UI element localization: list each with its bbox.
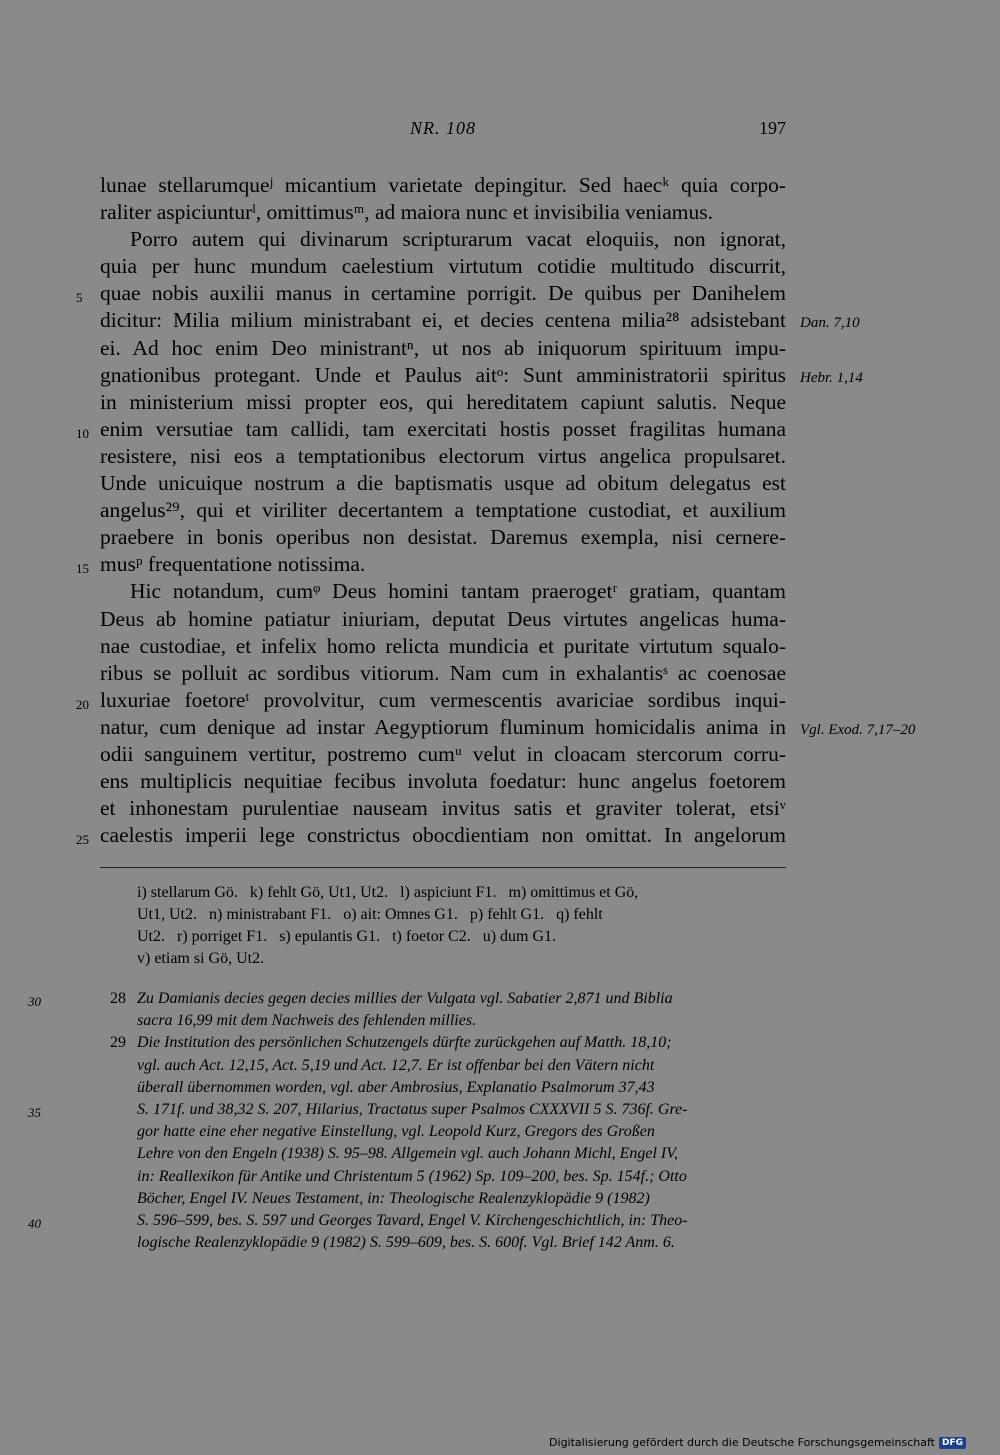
note-text: überall übernommen worden, vgl. aber Ambrosius, Explanatio Psalmorum 37,43 (137, 1078, 655, 1096)
note-text: S. 596–599, bes. S. 597 und Georges Tavard, Engel V. Kirchengeschichtlich, in: Theo- (137, 1211, 688, 1229)
line-text: gnationibus protegant. Unde et Paulus aitᵒ: Sunt amministratorii spiritus (100, 362, 786, 387)
text-line (76, 551, 786, 578)
page-number: 197 (759, 118, 786, 138)
line-text: natur, cum denique ad instar Aegyptiorum fluminum homicidalis anima in (100, 714, 786, 739)
text-line (100, 362, 863, 389)
text-line (100, 768, 786, 795)
apparatus-line: Ut2. r) porriget F1. s) epulantis G1. t) foetor C2. u) dum G1. (137, 928, 557, 945)
text-line (100, 714, 916, 741)
text-line (100, 497, 786, 524)
note-text: Lehre von den Engeln (1938) S. 95–98. Allgemein vgl. auch Johann Michl, Engel IV, (137, 1145, 678, 1163)
text-line (100, 226, 786, 253)
marginal-reference: Dan. 7,10 (800, 315, 860, 332)
line-text: raliter aspiciunturˡ, omittimusᵐ, ad maiora nunc et invisibilia veniamus. (100, 200, 713, 225)
text-line (100, 524, 786, 551)
line-text: enim versutiae tam callidi, tam exercitati hostis posset fragilitas humana (100, 416, 786, 441)
note-line (100, 1010, 786, 1032)
line-text: in ministerium missi propter eos, qui hereditatem capiunt salutis. Neque (100, 389, 786, 414)
note-text: Böcher, Engel IV. Neues Testament, in: Theologische Realenzyklopädie 9 (1982) (137, 1189, 650, 1207)
line-number: 40 (28, 1215, 41, 1231)
note-label: 29 (110, 1034, 126, 1052)
line-text: dicitur: Milia milium ministrabant ei, et decies centena milia²⁸ adsistebant (100, 308, 786, 333)
running-title: NR. 108 (409, 118, 476, 138)
line-number: 30 (28, 994, 41, 1009)
running-header (100, 118, 786, 146)
text-line (100, 741, 786, 768)
line-text: lunae stellarumqueʲ micantium varietate depingitur. Sed haecᵏ quia corpo- (100, 173, 786, 197)
text-line (100, 606, 786, 633)
note-line (100, 1121, 786, 1143)
line-number: 5 (76, 290, 83, 306)
line-number: 15 (76, 561, 89, 577)
note-text: S. 171f. und 38,32 S. 207, Hilarius, Tractatus super Psalmos CXXXVII 5 S. 736f. Gre- (137, 1100, 688, 1118)
apparatus-separator (100, 867, 786, 868)
note-line (100, 1077, 786, 1099)
note-line (28, 1210, 786, 1232)
marginal-reference: Hebr. 1,14 (800, 369, 863, 386)
text-line (100, 199, 786, 226)
text-line (76, 280, 786, 307)
note-text: gor hatte eine eher negative Einstellung, vgl. Leopold Kurz, Gregors des Großen (137, 1123, 655, 1141)
line-text: Hic notandum, cumᵠ Deus homini tantam praerogetʳ gratiam, quantam (130, 579, 786, 604)
apparatus-line: i) stellarum Gö. k) fehlt Gö, Ut1, Ut2. l) aspiciunt F1. m) omittimus et Gö, (137, 884, 639, 901)
note-line (100, 1143, 786, 1165)
line-number: 10 (76, 425, 89, 441)
note-line (100, 1166, 786, 1188)
note-line (100, 1232, 786, 1254)
credit-text: Digitalisierung gefördert durch die Deutsche Forschungsgemeinschaft (549, 1436, 935, 1449)
text-line (100, 253, 786, 280)
text-line (100, 443, 786, 470)
line-text: ens multiplicis nequitiae fecibus involuta foedatur: hunc angelus foetorem (100, 769, 786, 794)
text-line (100, 578, 786, 605)
text-line (76, 687, 786, 714)
apparatus-line: v) etiam si Gö, Ut2. (137, 950, 265, 967)
text-line (76, 416, 786, 443)
digitization-credit (549, 1436, 966, 1449)
note-line (28, 1099, 786, 1121)
text-line (76, 822, 786, 849)
note-text: vgl. auch Act. 12,15, Act. 5,19 und Act. 12,7. Er ist offenbar bei den Vätern nicht (137, 1056, 655, 1074)
note-text: sacra 16,99 mit dem Nachweis des fehlenden millies. (137, 1012, 477, 1030)
note-line (100, 1055, 786, 1077)
note-text: Die Institution des persönlichen Schutzengels dürfte zurückgehen auf Matth. 18,10; (137, 1034, 672, 1052)
marginal-reference: Vgl. Exod. 7,17–20 (800, 721, 916, 738)
critical-apparatus (137, 882, 783, 970)
line-text: odii sanguinem vertitur, postremo cumᵘ velut in cloacam stercorum corru- (100, 741, 786, 766)
text-line (100, 795, 786, 822)
text-line (100, 470, 786, 497)
text-line (100, 307, 860, 334)
text-line (100, 633, 786, 660)
main-text-block (76, 172, 916, 849)
line-text: caelestis imperii lege constrictus obocdientiam non omittat. In angelorum (100, 823, 786, 848)
line-text: Deus ab homine patiatur iniuriam, deputat Deus virtutes angelicas huma- (100, 606, 786, 631)
line-number: 35 (28, 1104, 41, 1120)
text-line (100, 335, 786, 362)
note-text: logische Realenzyklopädie 9 (1982) S. 599–609, bes. S. 600f. Vgl. Brief 142 Anm. 6. (137, 1234, 675, 1252)
line-text: luxuriae foetoreᵗ provolvitur, cum vermescentis avariciae sordibus inqui- (100, 687, 786, 712)
text-line (100, 660, 786, 687)
line-number: 20 (76, 696, 89, 712)
apparatus-line: Ut1, Ut2. n) ministrabant F1. o) ait: Omnes G1. p) fehlt G1. q) fehlt (137, 906, 603, 923)
line-text: musᵖ frequentatione notissima. (100, 552, 366, 577)
note-label: 28 (110, 990, 126, 1007)
line-number: 25 (76, 832, 89, 848)
note-text: Zu Damianis decies gegen decies millies der Vulgata vgl. Sabatier 2,871 und Biblia (137, 990, 673, 1007)
line-text: angelus²⁹, qui et viriliter decertantem a temptatione custodiat, et auxilium (100, 498, 786, 523)
line-text: ribus se polluit ac sordibus vitiorum. Nam cum in exhalantisˢ ac coenosae (100, 660, 786, 685)
line-text: Unde unicuique nostrum a die baptismatis usque ad obitum delegatus est (100, 471, 786, 496)
dfg-logo: DFG (939, 1437, 966, 1449)
text-line (100, 389, 786, 416)
note-text: in: Reallexikon für Antike und Christentum 5 (1962) Sp. 109–200, bes. Sp. 154f.; Otto (137, 1167, 687, 1185)
line-text: et inhonestam purulentiae nauseam invitus satis et graviter tolerat, etsiᵛ (100, 796, 786, 821)
line-text: nae custodiae, et infelix homo relicta mundicia et puritate virtutum squalo- (100, 633, 786, 658)
text-line (100, 172, 786, 199)
note-line (100, 1032, 786, 1054)
line-text: quae nobis auxilii manus in certamine porrigit. De quibus per Danihelem (100, 281, 786, 306)
line-text: praebere in bonis operibus non desistat. Daremus exempla, nisi cernere- (100, 525, 786, 550)
line-text: ei. Ad hoc enim Deo ministrantⁿ, ut nos ab iniquorum spirituum impu- (100, 335, 786, 360)
note-line (100, 1188, 786, 1210)
line-text: quia per hunc mundum caelestium virtutum cotidie multitudo discurrit, (100, 254, 786, 279)
commentary-notes (28, 988, 786, 1254)
line-text: resistere, nisi eos a temptationibus electorum virtus angelica propulsaret. (100, 443, 786, 468)
line-text: Porro autem qui divinarum scripturarum vacat eloquiis, non ignorat, (130, 227, 786, 252)
note-line (28, 988, 786, 1010)
